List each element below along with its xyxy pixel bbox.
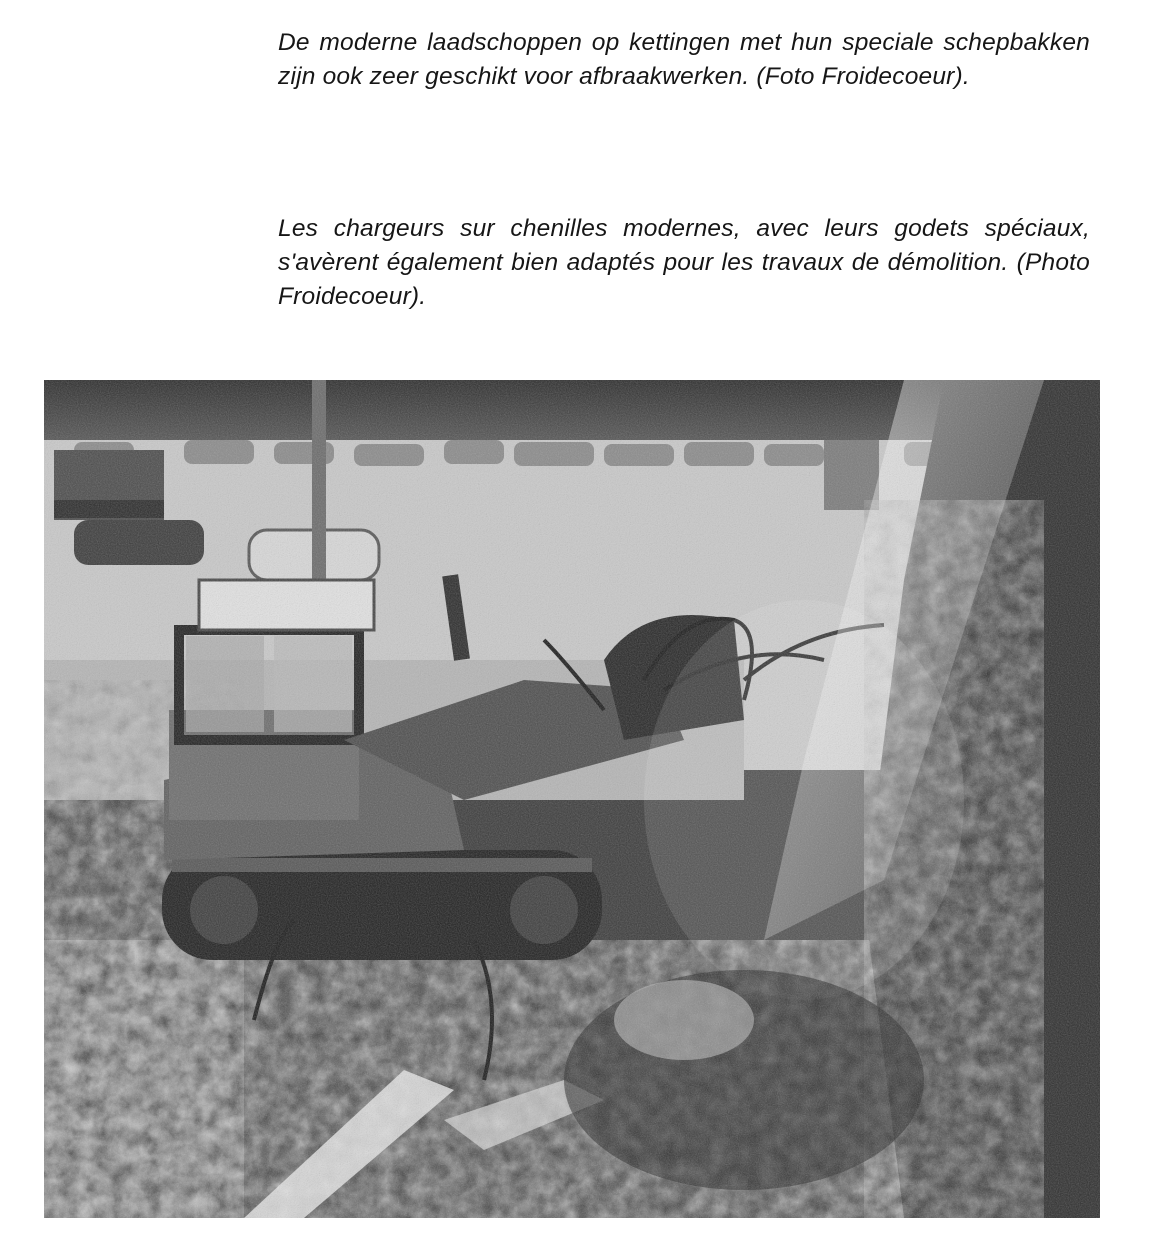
demolition-photo bbox=[44, 380, 1100, 1218]
caption-dutch: De moderne laadschoppen op kettingen met hun speciale schepbakken zijn ook zeer geschikt voor afbraakwerken. (Foto Froidecoeur). bbox=[278, 29, 1090, 90]
caption-french: Les chargeurs sur chenilles modernes, avec leurs godets spéciaux, s'avèrent également bien adaptés pour les travaux de démolition. (Photo Froidecoeur). bbox=[278, 215, 1090, 310]
crawler-loader-photo-illustration bbox=[44, 380, 1100, 1218]
